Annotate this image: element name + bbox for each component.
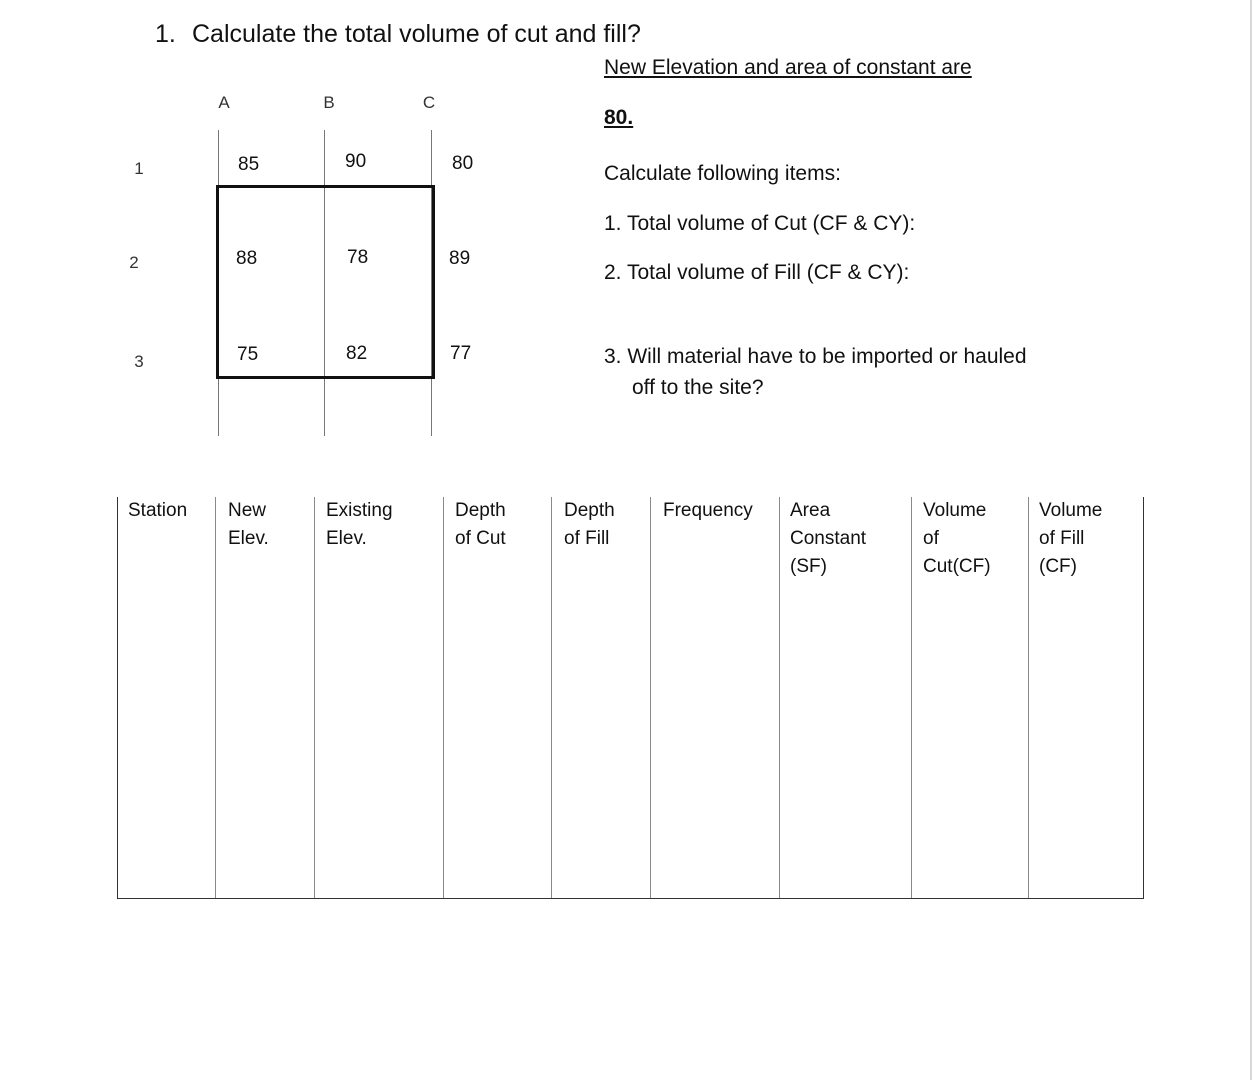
table-column-line	[650, 497, 651, 899]
elevation-b3: 82	[346, 343, 368, 364]
instructions-lead: Calculate following items:	[604, 162, 841, 185]
table-column-line	[1143, 497, 1144, 899]
elevation-a2: 88	[236, 248, 258, 269]
instruction-item-3	[604, 341, 1124, 403]
instruction-item-3-line2: off to the site?	[632, 376, 764, 399]
table-column-line	[215, 497, 216, 899]
grid-column-header: A	[218, 93, 230, 112]
table-header-volume-cut: Volume of Cut(CF)	[923, 500, 991, 577]
grid-column-header: C	[422, 93, 436, 112]
elevation-c2: 89	[449, 248, 471, 269]
table-header-depth-cut: Depth of Cut	[455, 500, 506, 549]
given-value: 80.	[604, 106, 634, 129]
table-column-line	[314, 497, 315, 899]
question-title	[155, 20, 641, 49]
table-column-line	[443, 497, 444, 899]
table-header-depth-fill: Depth of Fill	[564, 500, 615, 549]
instruction-item-1: 1. Total volume of Cut (CF & CY):	[604, 212, 916, 235]
table-column-line	[911, 497, 912, 899]
given-heading: New Elevation and area of constant are	[604, 56, 972, 79]
elevation-b1: 90	[345, 151, 367, 172]
page-edge-divider	[1250, 0, 1252, 1080]
table-header-volume-fill: Volume of Fill (CF)	[1039, 500, 1103, 577]
table-header-station: Station	[128, 500, 188, 521]
question-text: Calculate the total volume of cut and fill?	[192, 20, 641, 48]
table-header-new-elev: New Elev.	[228, 500, 269, 549]
instruction-item-3-line1: 3. Will material have to be imported or hauled	[604, 345, 1027, 368]
table-bottom-border	[117, 898, 1144, 899]
table-column-line	[551, 497, 552, 899]
elevation-c3: 77	[450, 343, 472, 364]
table-column-line	[117, 497, 118, 899]
elevation-a1: 85	[238, 154, 260, 175]
table-column-line	[1028, 497, 1029, 899]
instruction-item-2: 2. Total volume of Fill (CF & CY):	[604, 261, 910, 284]
grid-row-header: 1	[134, 159, 144, 178]
question-number: 1.	[155, 20, 176, 48]
grid-column-header: B	[323, 93, 335, 112]
table-header-existing-elev: Existing Elev.	[326, 500, 393, 549]
elevation-c1: 80	[452, 153, 474, 174]
table-header-frequency: Frequency	[663, 500, 753, 521]
grid-row-header: 3	[134, 352, 144, 371]
grid-row-header: 2	[129, 253, 139, 272]
elevation-a3: 75	[237, 344, 259, 365]
table-header-area-constant: Area Constant (SF)	[790, 500, 867, 577]
calculation-table	[117, 497, 1144, 899]
table-column-line	[779, 497, 780, 899]
elevation-b2: 78	[347, 247, 369, 268]
